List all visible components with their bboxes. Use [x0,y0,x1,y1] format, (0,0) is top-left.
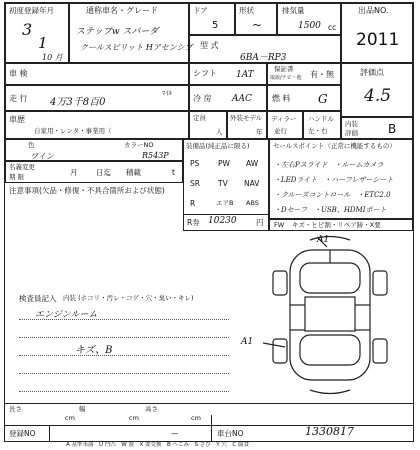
sales-point-4: ・Dセーフ ・USB、HDMIポート [274,206,387,214]
mileage-unit: ﾏｲﾙ [162,89,172,97]
eq-pw: PW [218,159,230,168]
ext-model-unit: 年 [256,128,263,136]
tax-label: 積載 [126,168,141,177]
notes-title: 注意事項(欠品・修復・不具合箇所および状態) [9,186,165,195]
dealer-label: ディラー [271,115,297,123]
recycle-label: R券 [187,218,200,227]
eq-airbag1: エアB [216,199,234,207]
car-name-line1: ステップw スパーダ [76,27,159,37]
chassis-value: 1330817 [305,425,354,438]
rating-label: 評価点 [360,68,384,77]
door-label: ドア [193,6,208,15]
warranty-cell [267,63,341,85]
eq-sr: SR [190,179,200,188]
diagram-note-a1-top: A1 [317,235,330,245]
capacity-cell [189,111,227,139]
reg-month-suffix: 10 月 [42,53,63,62]
car-name-line2: クールスピリット Hアセンシブ [80,43,193,52]
fw-label: FW [274,221,285,229]
chassis-label: 車台NO [217,429,244,438]
name-change-label: 名義変更 [9,163,35,171]
displacement-unit: cc [328,23,337,32]
eq-ps: PS [190,159,200,168]
model-label: 型 式 [200,41,219,50]
color-label: 色 [28,141,35,149]
fw-row [269,219,413,231]
handle-value: 左・右 [308,127,328,135]
ext-model-cell [227,111,267,139]
inspection-cell [5,63,189,85]
width-label: 幅 [79,405,86,413]
fuel-value: G [318,92,328,106]
eq-tag-r: R [190,199,196,208]
damage-legend: A 基準未満 U 凹凸 W 波 X 要交換 B へこみ S さび Y 穴 C 腐食 [66,442,249,448]
model-value: 6BA－RP3 [240,53,287,63]
shift-value: 1AT [236,70,254,80]
interior-value: B [388,122,397,136]
mileage-value: 4万3千8百0 [50,97,106,108]
rating-value: 4.5 [364,86,392,106]
length-label: 長さ [9,405,22,413]
lot-box [341,3,413,63]
equipment-title: 装備品(純正品に限る) [186,142,250,150]
history-label: 車歴 [9,115,25,124]
reg-no-label: 登録NO [9,429,36,438]
car-name-box [69,3,193,63]
history-sub: 自家用・レンタ・事業用（ [34,127,112,135]
fuel-label: 燃 料 [272,94,291,103]
recycle-value: 10230 [208,216,237,226]
eq-tv: TV [218,179,228,188]
tax-unit: t [172,168,175,177]
car-name-label: 通称車名・グレード [86,6,158,15]
inspector-label: 検査員記入 [19,294,57,303]
name-change-row [5,161,183,183]
reg-date-label: 初度登録年月 [9,6,54,15]
handle-label: ハンドル [308,115,334,123]
color-code-value: R543P [142,151,169,160]
sales-points-box [269,139,413,219]
eq-nav: NAV [244,179,260,188]
interior-sub: 評価 [345,129,358,137]
ac-label: 冷 房 [193,94,212,103]
color-value: ワイン [30,152,54,161]
mileage-cell [5,85,189,111]
capacity-unit: 人 [216,128,223,136]
shift-label: シフト [193,69,217,78]
mileage-label: 走 行 [9,94,28,103]
history-cell [5,111,189,139]
interior-box [341,117,413,139]
recycle-unit: 円 [256,218,264,227]
fw-note: キズ・ヒビ割・リペア跡・X要 [292,221,381,229]
interior-label: 内装 [345,120,358,128]
reg-year: 3 [22,20,33,39]
dealer-cell [267,111,303,139]
shape-label: 形状 [239,6,254,15]
height-unit: cm [191,414,201,422]
shape-value: ~ [252,18,263,32]
handwritten-note-2: キズ、B [75,345,113,356]
displacement-label: 排気量 [282,6,305,15]
door-box [189,3,235,35]
lot-label: 出品NO. [358,6,389,15]
shape-box [235,3,277,35]
reg-no-dash: — [171,429,179,438]
ac-value: AAC [232,94,252,104]
ext-model-label: 外装モデル [230,114,263,122]
name-change-sub: 期 限 [9,173,25,181]
shift-cell [189,63,267,85]
rating-box [341,63,413,117]
capacity-label: 定員 [193,114,206,122]
displacement-value: 1500 [298,21,321,31]
warranty-sub: 取説/ナビ・他 [270,75,302,81]
lot-value: 2011 [356,30,400,50]
inspection-label: 車 検 [9,69,28,78]
model-box [189,35,341,63]
displacement-box [277,3,341,35]
auction-sheet [4,2,414,442]
sales-point-2: ・LEDライト ・ハーフレザーシート [274,176,394,184]
sales-point-1: ・左右Pスライド ・ルームカメラ [274,161,384,169]
color-code-label: カラーNO [124,141,154,149]
sales-points-title: セールスポイント（正常に機能するもの） [273,142,396,150]
warranty-label: 保証書 [274,65,294,73]
handle-cell [303,111,341,139]
month-label: 月 [70,168,78,177]
car-damage-diagram [255,235,405,395]
diagram-note-a1-left: A1 [241,337,254,347]
length-unit: cm [65,414,75,422]
equipment-box [183,139,269,231]
warranty-value: 有・無 [310,70,334,79]
fuel-cell [267,85,341,111]
reg-date-box [5,3,69,63]
sales-point-3: ・クルーズコントロール ・ETC2.0 [274,191,391,199]
eq-abs: ABS [246,199,259,207]
handwritten-note-1: エンジンルーム [35,310,98,320]
ac-cell [189,85,267,111]
inspector-items: 内装 (ホコリ・汚レ・コゲ・穴・臭い・キレ) [63,294,194,302]
color-row [5,139,183,161]
eq-aw: AW [246,159,259,168]
height-label: 高さ [145,405,158,413]
dealer-value: 並行 [274,127,287,135]
reg-month: 1 [38,34,48,52]
door-value: 5 [212,20,219,31]
date-label: 日迄 [96,168,111,177]
width-unit: cm [129,414,139,422]
